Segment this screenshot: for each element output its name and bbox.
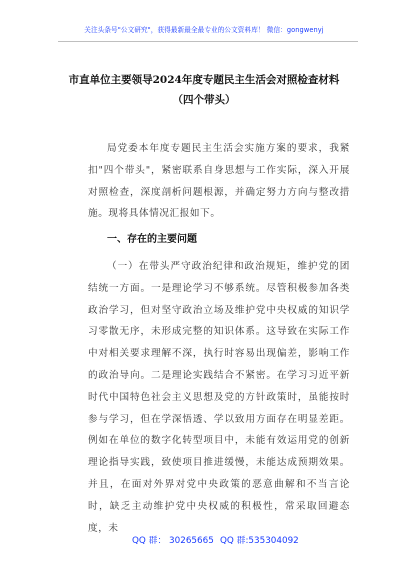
- footer-qq-group-2: QQ 群:535304092: [220, 536, 299, 546]
- section-heading: 一、存在的主要问题: [107, 234, 197, 245]
- document-subtitle: （四个带头）: [172, 94, 236, 106]
- section-body-paragraph: （一）在带头严守政治纪律和政治规矩，维护党的团结统一方面。一是理论学习不够系统。尽管积极参加各类政治学习，但对坚守政治立场及维护党中央权威的知识学习零散无序，未形成完整的知识体系。这导致在实际工作中对相关要求理解不深，执行时容易出现偏差，影响工作的政治导向。二是理论实践结合不紧密。在学习习近平新时代中国特色社会主义思想及党的方针政策时，虽能按时参与学习，但在学深悟透、学以致用方面存在明显差距。例如在单位的数字化转型项目中，未能有效运用党的创新理论指导实践，致使项目推进缓慢，未能达成预期效果。并且，在面对外界对党中央政策的恶意曲解和不当言论时，缺乏主动维护党中央权威的积极性，常采取回避态度，未: [88, 261, 350, 534]
- document-title: 市直单位主要领导2024年度专题民主生活会对照检查材料: [68, 74, 340, 86]
- intro-paragraph: 局党委本年度专题民主生活会实施方案的要求，我紧扣"四个带头"，紧密联系自身思想与工作实际，深入开展对照检查，深度剖析问题根源，并确定努力方向与整改措施。现将具体情况汇报如下。: [88, 143, 350, 220]
- promo-banner: 关注头条号"公文研究"，获得最新最全最专业的公文资料库！ 微信：gongwenyj: [84, 26, 324, 34]
- header-divider: [58, 41, 358, 42]
- footer-qq-group-1: QQ 群： 30265665: [132, 536, 214, 546]
